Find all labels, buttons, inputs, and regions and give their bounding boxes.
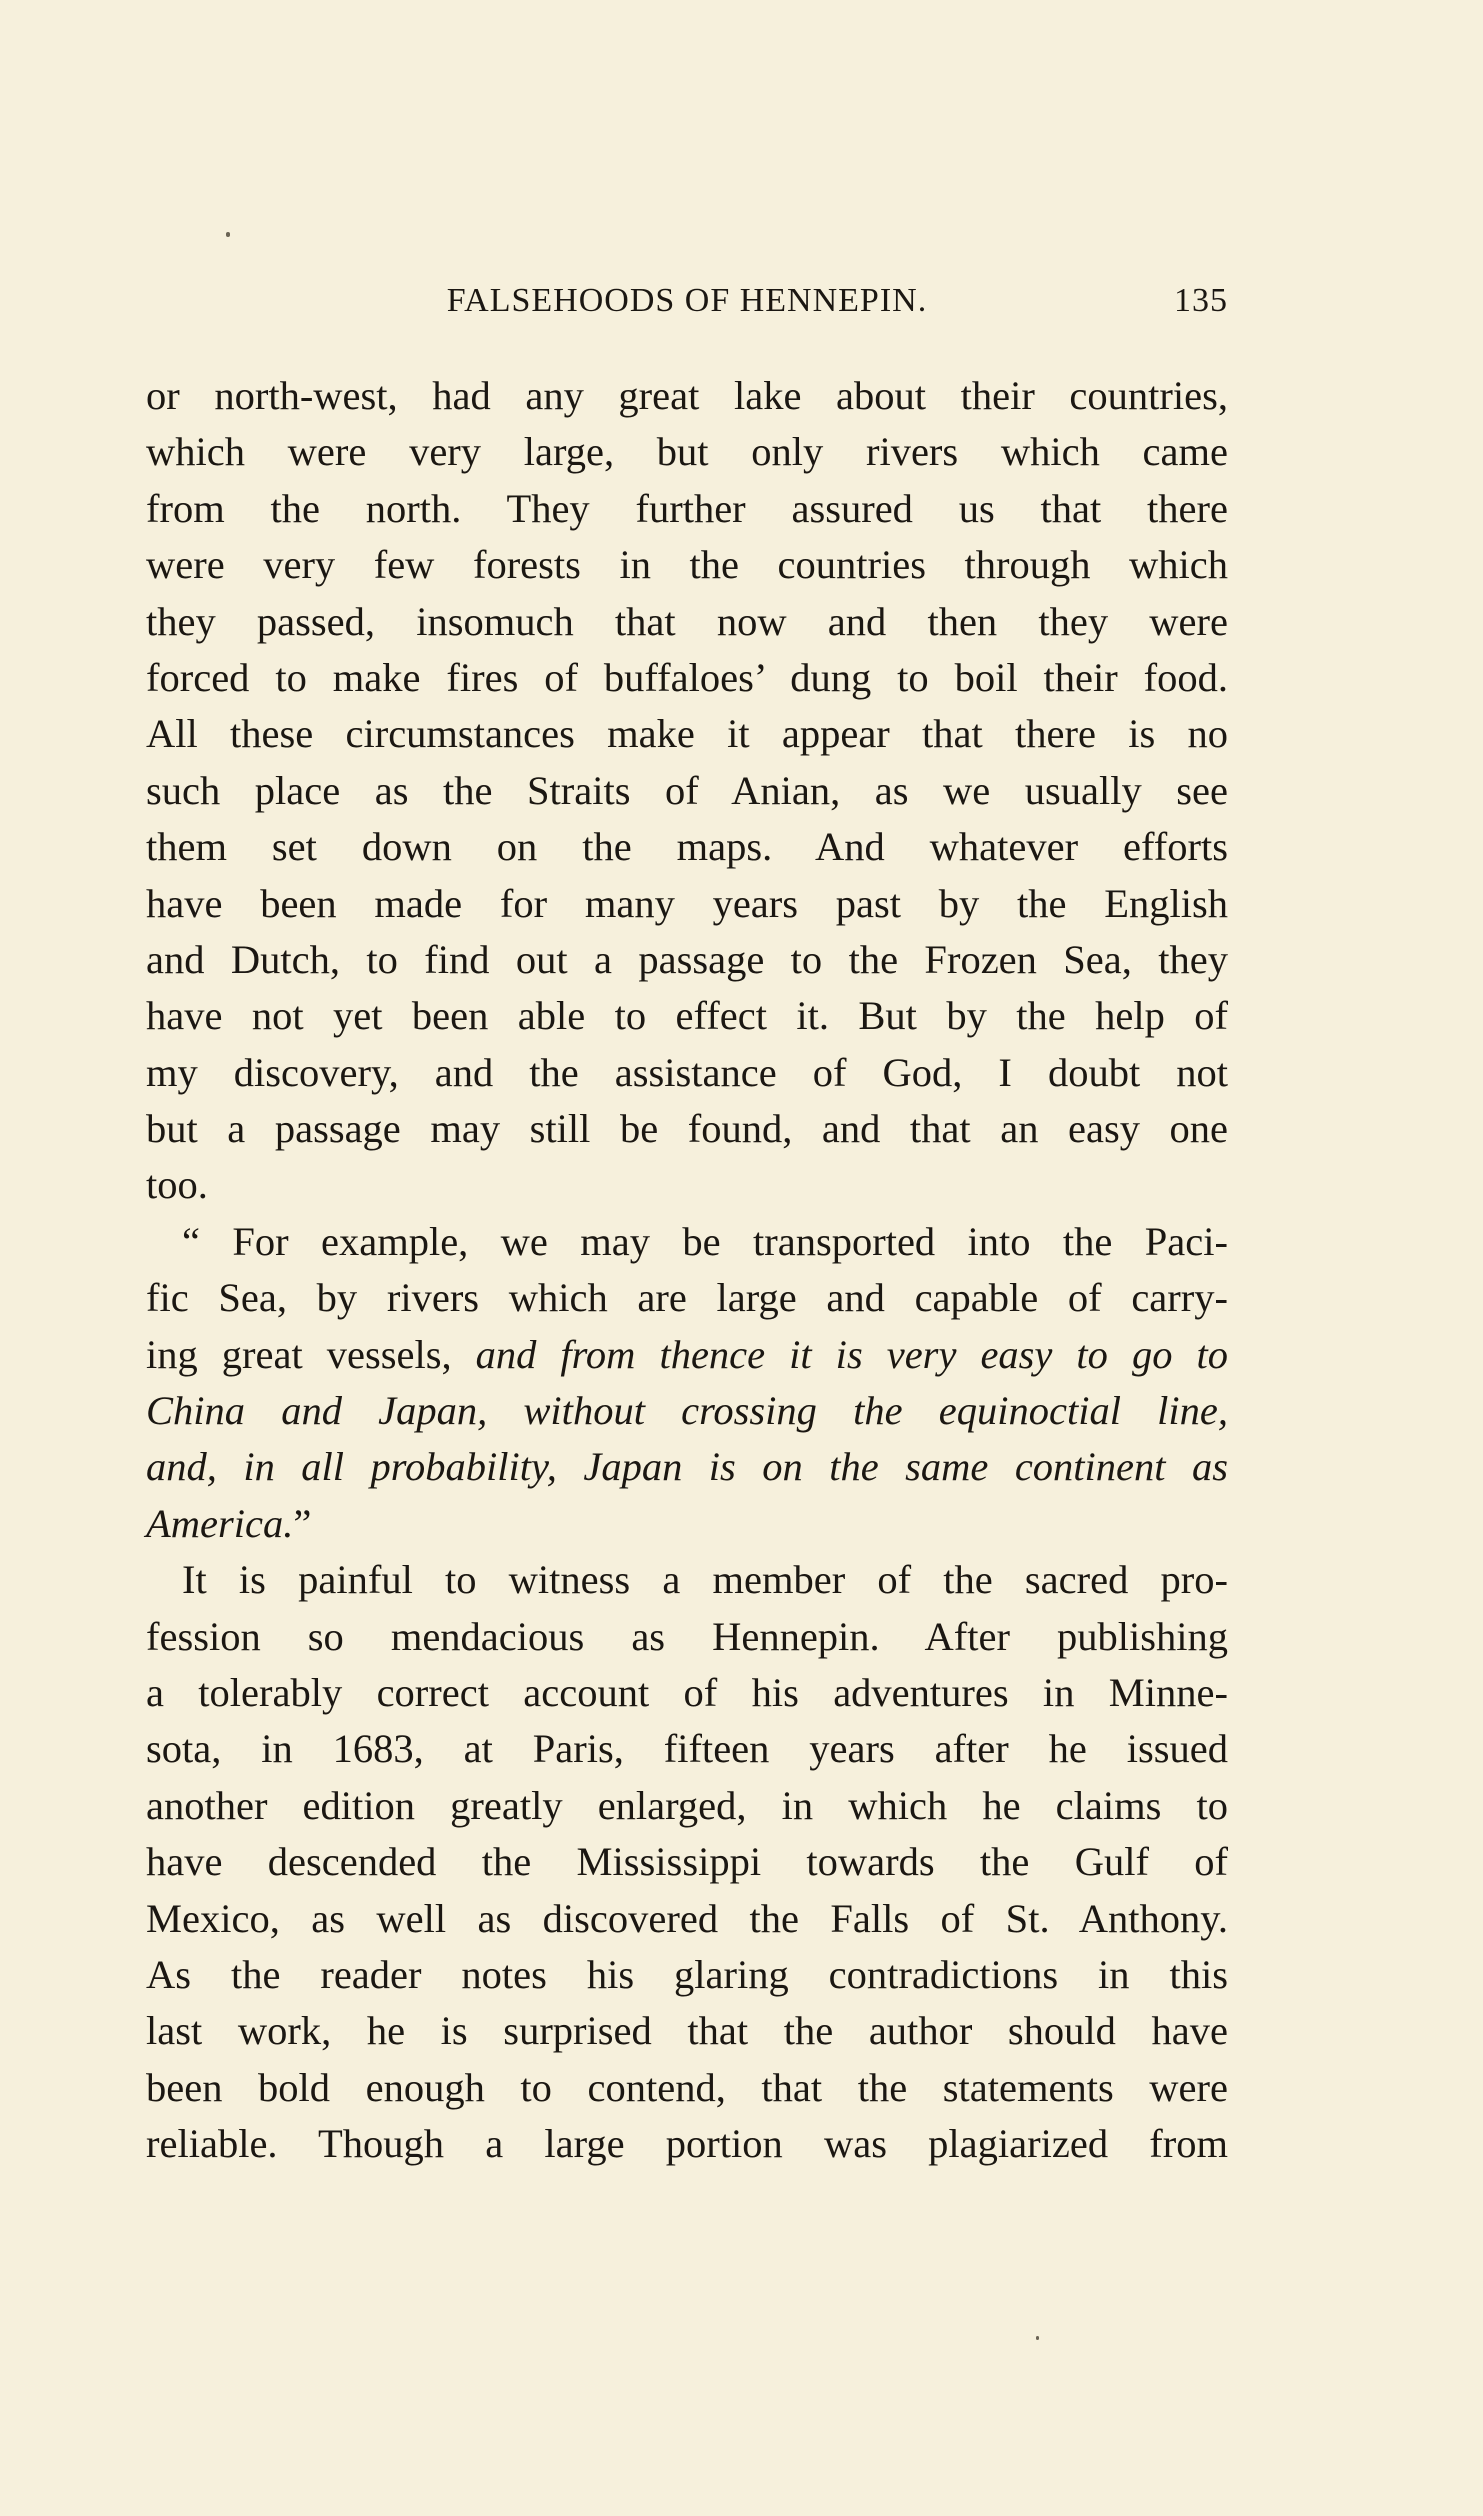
text-line-mixed xyxy=(146,1327,1228,1383)
text-line: last work, he is surprised that the author should have xyxy=(146,2008,1228,2054)
text-line: reliable. Though a large portion was plagiarized from xyxy=(146,2121,1228,2167)
text-line: forced to make fires of buffaloes’ dung to boil their food. xyxy=(146,654,1228,700)
text-line: been bold enough to contend, that the statements were xyxy=(146,2064,1228,2110)
italic-segment: and from thence it is very easy to go to xyxy=(475,1331,1228,1377)
text-segment: ing great vessels, xyxy=(146,1331,452,1377)
text-line: but a passage may still be found, and that an easy one xyxy=(146,1106,1228,1152)
text-line: them set down on the maps. And whatever efforts xyxy=(146,824,1228,870)
closing-quote: ” xyxy=(293,1500,312,1546)
text-line: “ For example, we may be transported into the Paci- xyxy=(182,1218,1228,1264)
page-number: 135 xyxy=(1174,282,1228,319)
text-line: such place as the Straits of Anian, as we usually see xyxy=(146,767,1228,813)
text-line: from the north. They further assured us that there xyxy=(146,485,1228,531)
text-line: they passed, insomuch that now and then they were xyxy=(146,598,1228,644)
text-line: which were very large, but only rivers which came xyxy=(146,429,1228,475)
text-line: another edition greatly enlarged, in which he claims to xyxy=(146,1782,1228,1828)
text-line: have been made for many years past by the English xyxy=(146,880,1228,926)
text-line: All these circumstances make it appear that there is no xyxy=(146,711,1228,757)
text-line: As the reader notes his glaring contradictions in this xyxy=(146,1951,1228,1997)
page-speck xyxy=(1036,2336,1039,2340)
italic-segment: America. xyxy=(146,1500,294,1546)
italic-segment: China and Japan, without crossing the equinoctial line, xyxy=(146,1388,1228,1434)
page-speck xyxy=(226,232,230,237)
text-line: or north-west, had any great lake about their countries, xyxy=(146,373,1228,418)
text-line xyxy=(146,1383,1228,1439)
text-line: sota, in 1683, at Paris, fifteen years after he issued xyxy=(146,1726,1228,1772)
text-line: have not yet been able to effect it. But by the help of xyxy=(146,993,1228,1039)
text-line: Mexico, as well as discovered the Falls of St. Anthony. xyxy=(146,1895,1228,1941)
text-line: have descended the Mississippi towards the Gulf of xyxy=(146,1839,1228,1885)
text-line: fession so mendacious as Hennepin. After publishing xyxy=(146,1613,1228,1659)
page-header xyxy=(146,282,1228,332)
italic-segment: and, in all probability, Japan is on the same continent as xyxy=(146,1444,1228,1490)
text-line: a tolerably correct account of his adventures in Minne- xyxy=(146,1669,1228,1715)
text-line: were very few forests in the countries through which xyxy=(146,542,1228,588)
text-line: my discovery, and the assistance of God, I doubt not xyxy=(146,1049,1228,1095)
text-line-mixed xyxy=(146,1496,1228,1552)
text-line: too. xyxy=(146,1162,208,1208)
body-text xyxy=(146,368,1228,2173)
text-line: fic Sea, by rivers which are large and capable of carry- xyxy=(146,1275,1228,1321)
text-line xyxy=(146,1439,1228,1495)
text-line: and Dutch, to find out a passage to the Frozen Sea, they xyxy=(146,936,1228,982)
running-head: FALSEHOODS OF HENNEPIN. xyxy=(446,282,928,319)
text-line: It is painful to witness a member of the sacred pro- xyxy=(182,1557,1228,1603)
